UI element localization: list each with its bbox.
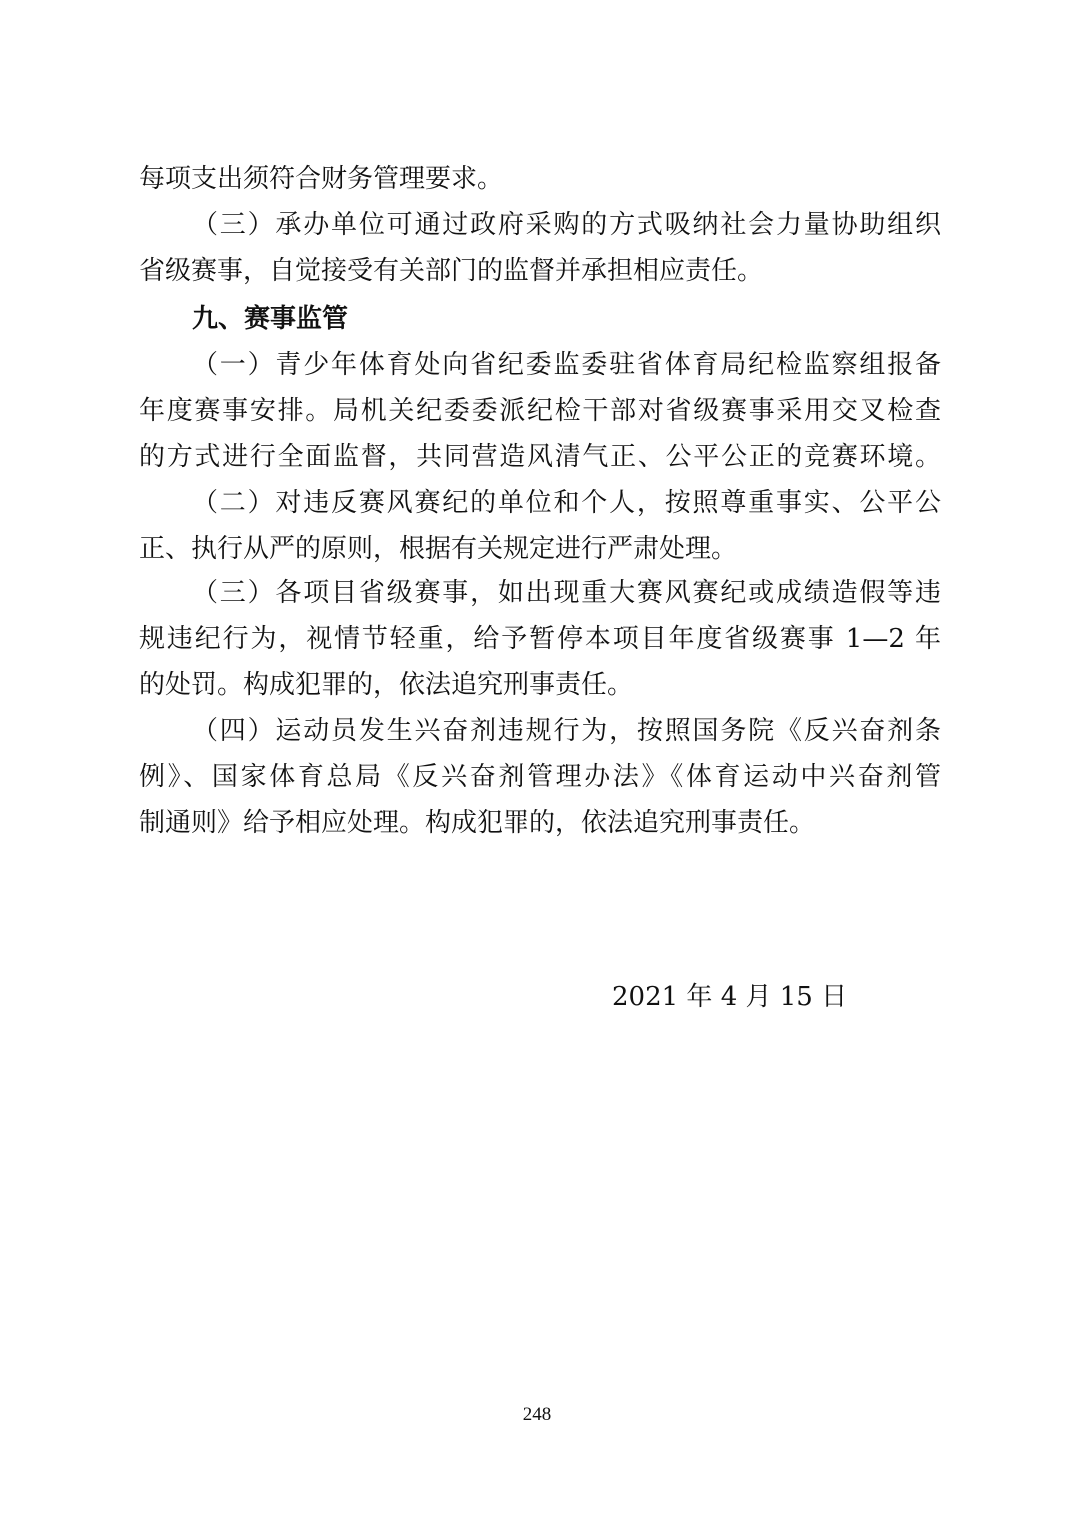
paragraph-line: （三）承办单位可通过政府采购的方式吸纳社会力量协助组织	[192, 210, 941, 240]
document-date: 2021 年 4 月 15 日	[612, 982, 848, 1012]
paragraph-line: 省级赛事，自觉接受有关部门的监督并承担相应责任。	[139, 256, 764, 286]
paragraph-line: （四）运动员发生兴奋剂违规行为，按照国务院《反兴奋剂条	[192, 716, 941, 746]
paragraph-line: 每项支出须符合财务管理要求。	[139, 164, 504, 194]
paragraph-line: 的处罚。构成犯罪的，依法追究刑事责任。	[139, 670, 634, 700]
paragraph-line: （一）青少年体育处向省纪委监委驻省体育局纪检监察组报备	[192, 350, 941, 380]
paragraph-line: 例》、国家体育总局《反兴奋剂管理办法》《体育运动中兴奋剂管	[139, 762, 941, 792]
paragraph-line: （二）对违反赛风赛纪的单位和个人，按照尊重事实、公平公	[192, 488, 941, 518]
section-heading: 九、赛事监管	[192, 304, 349, 334]
paragraph-line: 的方式进行全面监督，共同营造风清气正、公平公正的竞赛环境。	[139, 442, 941, 472]
page-number: 248	[522, 1404, 552, 1425]
paragraph-line: （三）各项目省级赛事，如出现重大赛风赛纪或成绩造假等违	[192, 578, 941, 608]
paragraph-line: 年度赛事安排。局机关纪委委派纪检干部对省级赛事采用交叉检查	[139, 396, 941, 426]
paragraph-line: 正、执行从严的原则，根据有关规定进行严肃处理。	[139, 534, 738, 564]
paragraph-line: 制通则》给予相应处理。构成犯罪的，依法追究刑事责任。	[139, 808, 816, 838]
paragraph-line: 规违纪行为，视情节轻重，给予暂停本项目年度省级赛事 1—2 年	[139, 624, 941, 654]
